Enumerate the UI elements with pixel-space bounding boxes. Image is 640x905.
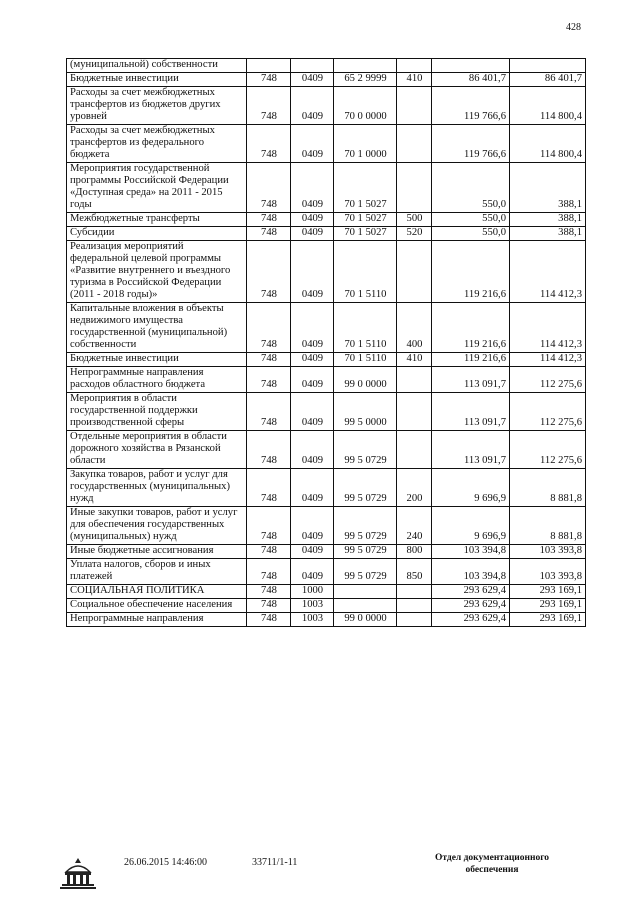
cell-exec: 103 393,8	[510, 545, 586, 559]
budget-table-body	[67, 59, 586, 627]
cell-section: 0409	[291, 393, 334, 431]
table-row	[67, 367, 586, 393]
cell-type	[397, 163, 432, 213]
cell-exec: 114 800,4	[510, 87, 586, 125]
cell-type: 240	[397, 507, 432, 545]
cell-section: 0409	[291, 545, 334, 559]
cell-exec	[510, 59, 586, 73]
cell-target: 99 5 0729	[334, 431, 397, 469]
cell-type: 410	[397, 73, 432, 87]
cell-plan: 119 766,6	[432, 87, 510, 125]
cell-type: 800	[397, 545, 432, 559]
cell-plan: 119 216,6	[432, 303, 510, 353]
cell-plan: 9 696,9	[432, 507, 510, 545]
cell-exec: 103 393,8	[510, 559, 586, 585]
cell-section	[291, 59, 334, 73]
cell-plan	[432, 59, 510, 73]
cell-type	[397, 241, 432, 303]
cell-exec: 293 169,1	[510, 585, 586, 599]
cell-name: Закупка товаров, работ и услуг для государственных (муниципальных) нужд	[67, 469, 247, 507]
page-footer	[56, 852, 610, 892]
cell-plan: 119 216,6	[432, 353, 510, 367]
cell-name: Мероприятия государственной программы Российской Федерации «Доступная среда» на 2011 - 2015 годы	[67, 163, 247, 213]
cell-target: 99 0 0000	[334, 367, 397, 393]
cell-section: 0409	[291, 125, 334, 163]
cell-type	[397, 585, 432, 599]
table-row	[67, 585, 586, 599]
cell-section: 1003	[291, 599, 334, 613]
table-row	[67, 393, 586, 431]
cell-code: 748	[247, 559, 291, 585]
cell-name: СОЦИАЛЬНАЯ ПОЛИТИКА	[67, 585, 247, 599]
cell-section: 1003	[291, 613, 334, 627]
cell-plan: 550,0	[432, 213, 510, 227]
table-row	[67, 227, 586, 241]
cell-type: 400	[397, 303, 432, 353]
cell-name: Непрограммные направления	[67, 613, 247, 627]
cell-target: 99 5 0729	[334, 545, 397, 559]
cell-target	[334, 585, 397, 599]
coat-of-arms-icon	[56, 856, 100, 890]
page-number: 428	[566, 22, 581, 33]
cell-code: 748	[247, 545, 291, 559]
footer-date: 26.06.2015 14:46:00	[124, 857, 208, 868]
cell-name: Субсидии	[67, 227, 247, 241]
cell-exec: 293 169,1	[510, 599, 586, 613]
cell-plan: 86 401,7	[432, 73, 510, 87]
cell-target: 70 1 5027	[334, 227, 397, 241]
cell-target: 99 5 0000	[334, 393, 397, 431]
cell-section: 0409	[291, 73, 334, 87]
cell-type	[397, 87, 432, 125]
cell-target: 99 5 0729	[334, 559, 397, 585]
budget-table	[66, 58, 586, 627]
cell-name: Расходы за счет межбюджетных трансфертов из федерального бюджета	[67, 125, 247, 163]
cell-target: 70 1 5027	[334, 213, 397, 227]
cell-name: Реализация мероприятий федеральной целевой программы «Развитие внутреннего и въездного туризма в Российской Федерации (2011 - 2018 годы)»	[67, 241, 247, 303]
cell-name: Бюджетные инвестиции	[67, 73, 247, 87]
cell-plan: 113 091,7	[432, 431, 510, 469]
cell-section: 0409	[291, 431, 334, 469]
cell-code: 748	[247, 73, 291, 87]
cell-code: 748	[247, 87, 291, 125]
cell-section: 0409	[291, 87, 334, 125]
table-row	[67, 431, 586, 469]
cell-plan: 119 766,6	[432, 125, 510, 163]
cell-code: 748	[247, 469, 291, 507]
cell-exec: 388,1	[510, 163, 586, 213]
cell-name: Социальное обеспечение населения	[67, 599, 247, 613]
cell-code: 748	[247, 613, 291, 627]
cell-code	[247, 59, 291, 73]
cell-code: 748	[247, 303, 291, 353]
cell-code: 748	[247, 599, 291, 613]
cell-code: 748	[247, 393, 291, 431]
table-row	[67, 241, 586, 303]
cell-section: 0409	[291, 559, 334, 585]
cell-target: 70 0 0000	[334, 87, 397, 125]
cell-name: Иные бюджетные ассигнования	[67, 545, 247, 559]
cell-target: 70 1 5027	[334, 163, 397, 213]
cell-exec: 114 412,3	[510, 353, 586, 367]
table-row	[67, 213, 586, 227]
cell-plan: 9 696,9	[432, 469, 510, 507]
cell-target: 99 5 0729	[334, 469, 397, 507]
cell-code: 748	[247, 241, 291, 303]
cell-type	[397, 599, 432, 613]
cell-plan: 103 394,8	[432, 545, 510, 559]
cell-type	[397, 431, 432, 469]
table-row	[67, 87, 586, 125]
cell-section: 0409	[291, 227, 334, 241]
cell-target: 70 1 5110	[334, 353, 397, 367]
cell-type	[397, 393, 432, 431]
cell-type	[397, 59, 432, 73]
cell-type	[397, 125, 432, 163]
cell-type: 850	[397, 559, 432, 585]
cell-plan: 293 629,4	[432, 585, 510, 599]
cell-code: 748	[247, 367, 291, 393]
cell-type	[397, 367, 432, 393]
table-row	[67, 559, 586, 585]
table-row	[67, 469, 586, 507]
cell-name: Мероприятия в области государственной поддержки производственной сферы	[67, 393, 247, 431]
cell-type	[397, 613, 432, 627]
table-row	[67, 599, 586, 613]
cell-exec: 114 412,3	[510, 241, 586, 303]
cell-target: 70 1 5110	[334, 241, 397, 303]
cell-code: 748	[247, 585, 291, 599]
cell-code: 748	[247, 227, 291, 241]
cell-code: 748	[247, 125, 291, 163]
cell-plan: 550,0	[432, 227, 510, 241]
cell-section: 0409	[291, 469, 334, 507]
cell-code: 748	[247, 431, 291, 469]
cell-target: 70 1 0000	[334, 125, 397, 163]
table-row	[67, 303, 586, 353]
table-row	[67, 59, 586, 73]
table-row	[67, 613, 586, 627]
cell-exec: 114 412,3	[510, 303, 586, 353]
table-row	[67, 125, 586, 163]
cell-type: 410	[397, 353, 432, 367]
cell-name: Межбюджетные трансферты	[67, 213, 247, 227]
cell-exec: 86 401,7	[510, 73, 586, 87]
cell-name: Иные закупки товаров, работ и услуг для обеспечения государственных (муниципальных) нужд	[67, 507, 247, 545]
table-row	[67, 73, 586, 87]
cell-exec: 8 881,8	[510, 469, 586, 507]
cell-target: 70 1 5110	[334, 303, 397, 353]
cell-name: Бюджетные инвестиции	[67, 353, 247, 367]
table-row	[67, 163, 586, 213]
table-row	[67, 545, 586, 559]
cell-plan: 113 091,7	[432, 393, 510, 431]
cell-code: 748	[247, 213, 291, 227]
cell-section: 1000	[291, 585, 334, 599]
cell-section: 0409	[291, 241, 334, 303]
cell-section: 0409	[291, 163, 334, 213]
cell-section: 0409	[291, 213, 334, 227]
cell-target: 65 2 9999	[334, 73, 397, 87]
table-row	[67, 507, 586, 545]
cell-section: 0409	[291, 507, 334, 545]
cell-section: 0409	[291, 353, 334, 367]
cell-target: 99 5 0729	[334, 507, 397, 545]
cell-exec: 8 881,8	[510, 507, 586, 545]
cell-exec: 114 800,4	[510, 125, 586, 163]
cell-name: Отдельные мероприятия в области дорожного хозяйства в Рязанской области	[67, 431, 247, 469]
cell-exec: 388,1	[510, 213, 586, 227]
cell-name: Капитальные вложения в объекты недвижимого имущества государственной (муниципальной) собственности	[67, 303, 247, 353]
cell-plan: 103 394,8	[432, 559, 510, 585]
cell-section: 0409	[291, 367, 334, 393]
cell-exec: 293 169,1	[510, 613, 586, 627]
cell-target	[334, 59, 397, 73]
cell-type: 500	[397, 213, 432, 227]
cell-exec: 112 275,6	[510, 393, 586, 431]
footer-department: Отдел документационного обеспечения	[434, 853, 550, 875]
cell-plan: 293 629,4	[432, 613, 510, 627]
cell-section: 0409	[291, 303, 334, 353]
cell-code: 748	[247, 507, 291, 545]
cell-exec: 112 275,6	[510, 367, 586, 393]
cell-code: 748	[247, 353, 291, 367]
cell-plan: 119 216,6	[432, 241, 510, 303]
cell-type: 200	[397, 469, 432, 507]
cell-plan: 550,0	[432, 163, 510, 213]
cell-name: Непрограммные направления расходов областного бюджета	[67, 367, 247, 393]
cell-plan: 113 091,7	[432, 367, 510, 393]
cell-code: 748	[247, 163, 291, 213]
cell-name: Расходы за счет межбюджетных трансфертов из бюджетов других уровней	[67, 87, 247, 125]
cell-name: Уплата налогов, сборов и иных платежей	[67, 559, 247, 585]
cell-type: 520	[397, 227, 432, 241]
cell-target: 99 0 0000	[334, 613, 397, 627]
cell-target	[334, 599, 397, 613]
cell-exec: 112 275,6	[510, 431, 586, 469]
table-row	[67, 353, 586, 367]
cell-name: (муниципальной) собственности	[67, 59, 247, 73]
cell-exec: 388,1	[510, 227, 586, 241]
footer-document-id: 33711/1-11	[252, 857, 298, 868]
cell-plan: 293 629,4	[432, 599, 510, 613]
